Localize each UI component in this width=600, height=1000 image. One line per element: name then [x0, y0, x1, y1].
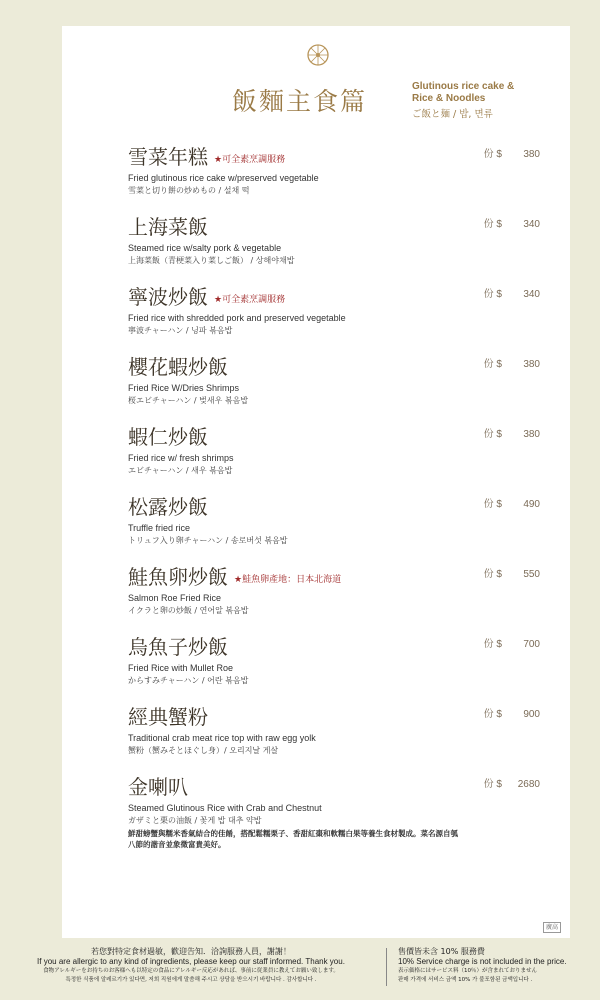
price-unit: 份 $: [483, 149, 502, 160]
menu-item: [128, 214, 548, 278]
price-value: 900: [523, 709, 540, 720]
price-unit: 份 $: [483, 289, 502, 300]
price-unit: 份 $: [483, 429, 502, 440]
allergy-notice-kr: 특정한 식품에 알레르기가 있다면, 저희 직원에게 말씀해 주시고 상담을 받으시기 바랍니다 . 감사합니다 .: [65, 977, 317, 983]
menu-item-note: ★鮭魚卵產地：日本北海道: [234, 575, 342, 585]
allergy-notice: [0, 946, 382, 985]
menu-item-name: 經典蟹粉: [128, 705, 208, 729]
price-unit: 份 $: [483, 359, 502, 370]
menu-item-price: [484, 775, 540, 790]
price-value: 490: [523, 499, 540, 510]
menu-item: [128, 774, 548, 849]
price-unit: 份 $: [483, 709, 502, 720]
service-charge-jp: 表示価格にはサービス料（10％）が含まれておりません: [398, 968, 538, 974]
menu-item-price: [484, 705, 540, 720]
price-value: 380: [523, 359, 540, 370]
menu-item-english: Salmon Roe Fried Rice: [128, 593, 222, 603]
price-unit: 份 $: [483, 639, 502, 650]
menu-item-name: 寧波炒飯: [128, 285, 208, 309]
menu-item-jp-kr: 上海菜飯（青梗菜入り菜しご飯） / 상해야채밥: [128, 256, 295, 265]
price-unit: 份 $: [483, 219, 502, 230]
menu-item-jp-kr: トリュフ入り卵チャーハン / 송로버섯 볶음밥: [128, 536, 288, 545]
allergy-notice-en: If you are allergic to any kind of ingredients, please keep our staff informed. Thank you.: [37, 957, 345, 966]
menu-item-english: Fried rice w/ fresh shrimps: [128, 453, 234, 463]
menu-item-english: Fried Rice with Mullet Roe: [128, 663, 234, 673]
menu-item: [128, 634, 548, 698]
menu-item-price: [484, 565, 540, 580]
service-charge-notice: [398, 946, 598, 985]
menu-item-english: Fried rice with shredded pork and preserved vegetable: [128, 313, 346, 323]
menu-item: [128, 354, 548, 418]
menu-item-name: 烏魚子炒飯: [128, 635, 228, 659]
price-value: 550: [523, 569, 540, 580]
menu-item-english: Traditional crab meat rice top with raw egg yolk: [128, 733, 316, 743]
menu-item-name: 金喇叭: [128, 775, 188, 799]
footer-divider: [386, 948, 387, 986]
allergy-notice-cn: 若您對特定食材過敏，歡迎告知．洽詢服務人員，謝謝！: [91, 947, 291, 956]
page-tag: 廣高: [543, 922, 561, 933]
menu-item-jp-kr: ガザミと栗の油飯 / 꽃게 밥 대추 약밥: [128, 816, 262, 825]
price-value: 700: [523, 639, 540, 650]
menu-item-jp-kr: 蟹粉（蟹みそとほぐし身）/ 오리지날 게살: [128, 746, 279, 755]
menu-item-name: 櫻花蝦炒飯: [128, 355, 228, 379]
price-value: 380: [523, 429, 540, 440]
page-title: 飯麵主食篇: [232, 87, 368, 116]
menu-item-price: [484, 355, 540, 370]
menu-item-english: Fried Rice W/Dries Shrimps: [128, 383, 240, 393]
menu-item-name: 蝦仁炒飯: [128, 425, 208, 449]
menu-item-jp-kr: 寧波チャーハン / 닝파 볶음밥: [128, 326, 233, 335]
menu-item-name: 雪菜年糕: [128, 145, 208, 169]
menu-item-english: Truffle fried rice: [128, 523, 191, 533]
allergy-notice-jp: 食物アレルギーをお持ちのお客様へも以特定の食品にアレルギー反応があれば、事前に従業員に教えてお願い致します。: [43, 968, 339, 974]
page-title-en: Glutinous rice cake & Rice & Noodles: [412, 81, 515, 104]
menu-item-jp-kr: 雪菜と切り餅の炒めもの / 설채 떡: [128, 186, 250, 195]
menu-item-price: [484, 495, 540, 510]
menu-page: [62, 26, 570, 938]
menu-item-english: Fried glutinous rice cake w/preserved vegetable: [128, 173, 319, 183]
menu-item-jp-kr: 桜エビチャーハン / 벚새우 볶음밥: [128, 396, 249, 405]
service-charge-en: 10% Service charge is not included in the price.: [398, 957, 567, 966]
menu-item: [128, 284, 548, 348]
menu-item-name: 上海菜飯: [128, 215, 208, 239]
menu-item-price: [484, 215, 540, 230]
price-value: 340: [523, 219, 540, 230]
price-unit: 份 $: [483, 499, 502, 510]
menu-item-description: 鮮甜螃蟹與糯米香氣結合的佳餚，搭配鬆糯栗子、香甜紅棗和軟糯白果等養生食材製成。菜名源自瓠八節的諧音並象徵富貴美好。: [128, 829, 458, 849]
service-charge-kr: 판매 가격에 서비스 금액 10% 가 불포함된 금액입니다 .: [398, 977, 533, 983]
page-title-jk: ご飯と麺 / 밥, 면류: [412, 109, 493, 120]
menu-item: [128, 424, 548, 488]
menu-item: [128, 494, 548, 558]
menu-item: [128, 564, 548, 628]
menu-item-jp-kr: エビチャーハン / 새우 볶음밥: [128, 466, 233, 475]
menu-item: [128, 704, 548, 768]
service-charge-cn: 售價皆未含 10% 服務費: [398, 947, 485, 956]
bicycle-wheel-icon: [307, 44, 329, 66]
price-value: 2680: [517, 779, 540, 790]
menu-item-price: [484, 145, 540, 160]
menu-item-name: 松露炒飯: [128, 495, 208, 519]
menu-item-english: Steamed rice w/salty pork & vegetable: [128, 243, 282, 253]
menu-item-price: [484, 425, 540, 440]
menu-item: [128, 144, 548, 208]
price-value: 340: [523, 289, 540, 300]
menu-item-name: 鮭魚卵炒飯: [128, 565, 228, 589]
price-unit: 份 $: [483, 569, 502, 580]
price-unit: 份 $: [483, 779, 502, 790]
menu-item-note: ★可全素烹調服務: [214, 295, 286, 305]
menu-item-jp-kr: イクラと卵の炒飯 / 연어알 볶음밥: [128, 606, 249, 615]
menu-item-price: [484, 635, 540, 650]
menu-item-jp-kr: からすみチャーハン / 어란 볶음밥: [128, 676, 249, 685]
price-value: 380: [523, 149, 540, 160]
menu-item-price: [484, 285, 540, 300]
menu-item-english: Steamed Glutinous Rice with Crab and Chestnut: [128, 803, 322, 813]
menu-item-note: ★可全素烹調服務: [214, 155, 286, 165]
